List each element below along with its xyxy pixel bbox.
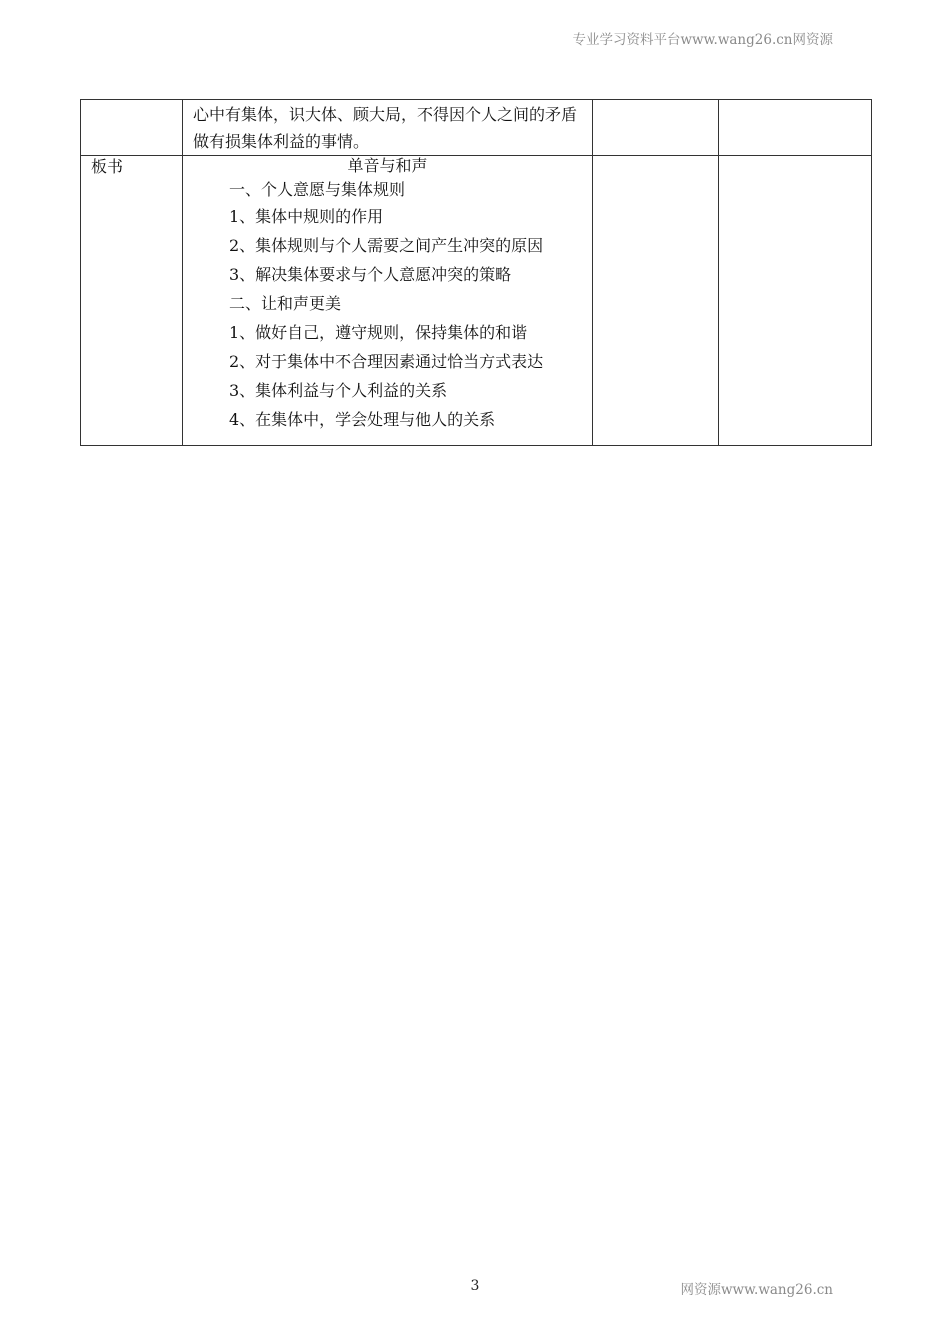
outline-line: 3、解决集体要求与个人意愿冲突的策略 — [229, 265, 512, 284]
footer-watermark-text: 网资源www.wang26.cn — [680, 1282, 833, 1298]
outline-line: 2、集体规则与个人需要之间产生冲突的原因 — [229, 236, 544, 255]
empty-cell — [593, 100, 719, 156]
row-label-cell — [81, 100, 183, 156]
continued-paragraph: 心中有集体，识大体、顾大局，不得因个人之间的矛盾做有损集体利益的事情。 — [193, 105, 578, 151]
lesson-plan-table — [80, 99, 872, 446]
table-row — [81, 100, 872, 156]
outline-line: 4、在集体中，学会处理与他人的关系 — [229, 410, 496, 429]
table-row — [81, 156, 872, 446]
empty-cell — [719, 100, 872, 156]
outline-line: 2、对于集体中不合理因素通过恰当方式表达 — [229, 352, 544, 371]
empty-cell — [593, 156, 719, 446]
empty-cell — [719, 156, 872, 446]
outline-line: 1、做好自己，遵守规则，保持集体的和谐 — [229, 323, 528, 342]
board-label: 板书 — [91, 157, 124, 176]
board-content-cell — [183, 156, 593, 446]
outline-line: 3、集体利益与个人利益的关系 — [229, 381, 448, 400]
row-content-cell — [183, 100, 593, 156]
page-number: 3 — [470, 1278, 480, 1294]
outline-line: 1、集体中规则的作用 — [229, 207, 384, 226]
row-label-cell — [81, 156, 183, 446]
board-title: 单音与和声 — [347, 156, 428, 175]
board-outline — [183, 156, 592, 434]
outline-line: 二、让和声更美 — [229, 294, 342, 313]
header-watermark-text: 专业学习资料平台www.wang26.cn网资源 — [572, 32, 833, 48]
outline-line: 一、个人意愿与集体规则 — [229, 180, 406, 199]
